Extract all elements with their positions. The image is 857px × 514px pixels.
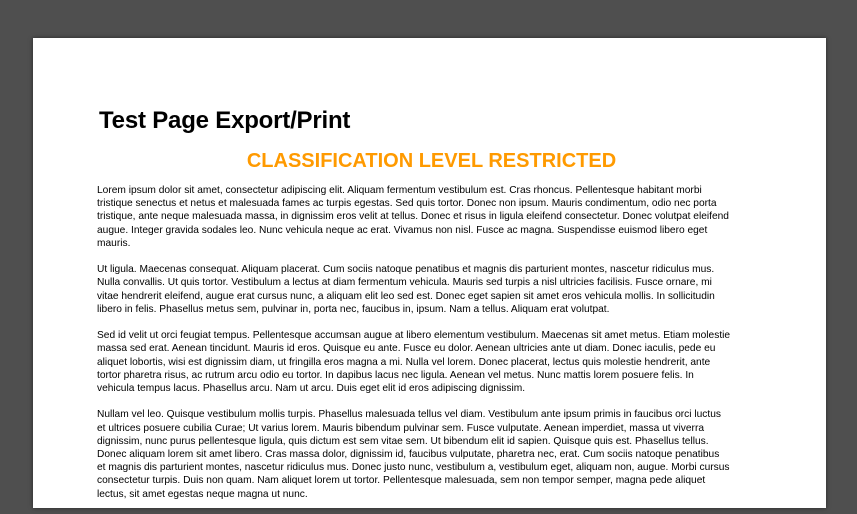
classification-banner: CLASSIFICATION LEVEL RESTRICTED — [246, 150, 617, 172]
paragraph-line: tortor pharetra risus, ac rutrum arcu odio eu tortor. In dapibus lacus nec ligula. Aenean vel metus. Nunc mattis lorem posuere felis. In — [97, 369, 694, 381]
paragraph-line: Nullam vel leo. Quisque vestibulum mollis turpis. Phasellus malesuada tellus vel diam. Vestibulum ante ipsum primis in faucibus orci luctus — [97, 409, 721, 421]
paragraph-line: tristique, ante neque malesuada massa, in dignissim eros velit at tellus. Donec et risus in ligula eleifend consectetur. Donec volutpat eleifend — [97, 211, 729, 223]
paragraph-line: aliquet lobortis, wisi est dignissim diam, ut fringilla eros magna a mi. Nulla vel lorem. Donec placerat, lectus quis molestie hendrerit, ante — [97, 356, 711, 368]
paragraph-line: Lorem ipsum dolor sit amet, consectetur adipiscing elit. Aliquam fermentum vestibulum est. Cras rhoncus. Pellentesque habitant morbi — [97, 185, 702, 196]
document-page — [33, 38, 826, 508]
paragraph-line: libero in felis. Phasellus metus sem, pulvinar in, porta nec, faucibus in, ipsum. Nam a tellus. Aliquam erat volutpat. — [97, 303, 610, 315]
paragraph-line: vitae hendrerit eleifend, augue erat cursus nunc, a aliquam elit leo sed est. Donec eget sapien sit amet eros vehicula mollis. In sollicitudin — [97, 290, 715, 302]
paragraph — [97, 263, 797, 316]
document-body — [97, 184, 797, 514]
paragraph-line: et ultrices posuere cubilia Curae; Ut varius lorem. Mauris bibendum pulvinar sem. Fusce vulputate. Aenean imperdiet, massa ut viverra — [97, 422, 704, 434]
paragraph — [97, 329, 797, 395]
page-title: Test Page Export/Print — [99, 107, 351, 134]
paragraph-line: Sed id velit ut orci feugiat tempus. Pellentesque accumsan augue at libero elementum vestibulum. Maecenas sit amet metus. Etiam molestie — [97, 330, 731, 342]
paragraph-line: lectus, sit amet egestas neque magna ut nunc. — [97, 488, 308, 500]
paragraph-line: Ut ligula. Maecenas consequat. Aliquam placerat. Cum sociis natoque penatibus et magnis dis parturient montes, nascetur ridiculus mus. — [97, 264, 715, 276]
paragraph — [97, 408, 797, 500]
paragraph-line: Nulla convallis. Ut quis tortor. Vestibulum a lectus at diam fermentum vehicula. Mauris sed turpis a nisl ultricies facilisis. Fusce ornare, mi — [97, 277, 712, 289]
paragraph-line: augue. Integer gravida sodales leo. Nunc vehicula neque ac erat. Vivamus non nisl. Fusce ac magna. Suspendisse euismod libero eget — [97, 224, 708, 236]
paragraph — [97, 184, 797, 250]
paragraph-line: massa sed erat. Aenean tincidunt. Mauris id eros. Quisque eu ante. Fusce eu dolor. Aenean ultricies ante ut diam. Donec iaculis, pede eu — [97, 343, 716, 355]
paragraph-line: et magnis dis parturient montes, nascetur ridiculus mus. Donec justo nunc, vestibulum a, vestibulum eget, aliquam non, augue. Morbi cursus — [97, 462, 730, 474]
paragraph-line: mauris. — [97, 237, 131, 249]
paragraph-line: dignissim, nunc purus pellentesque ligula, quis dictum est sem vitae sem. Ut bibendum elit id sapien. Quisque quis est. Phasellus tellus. — [97, 435, 709, 447]
paragraph-line: Donec aliquam lorem sit amet libero. Cras massa dolor, dignissim id, faucibus vulputate, pharetra nec, erat. Cum sociis natoque penatibus — [97, 449, 720, 461]
paragraph-line: vehicula tempus lacus. Phasellus arcu. Nam ut arcu. Duis eget elit id eros adipiscing dignissim. — [97, 383, 526, 395]
paragraph-line: tristique senectus et netus et malesuada fames ac turpis egestas. Sed quis tortor. Donec non ipsum. Mauris condimentum, odio nec porta — [97, 198, 717, 210]
paragraph-line: consectetur turpis. Duis non quam. Nam aliquet lorem ut tortor. Pellentesque malesuada, sem non tempor semper, magna pede aliquet — [97, 475, 706, 487]
